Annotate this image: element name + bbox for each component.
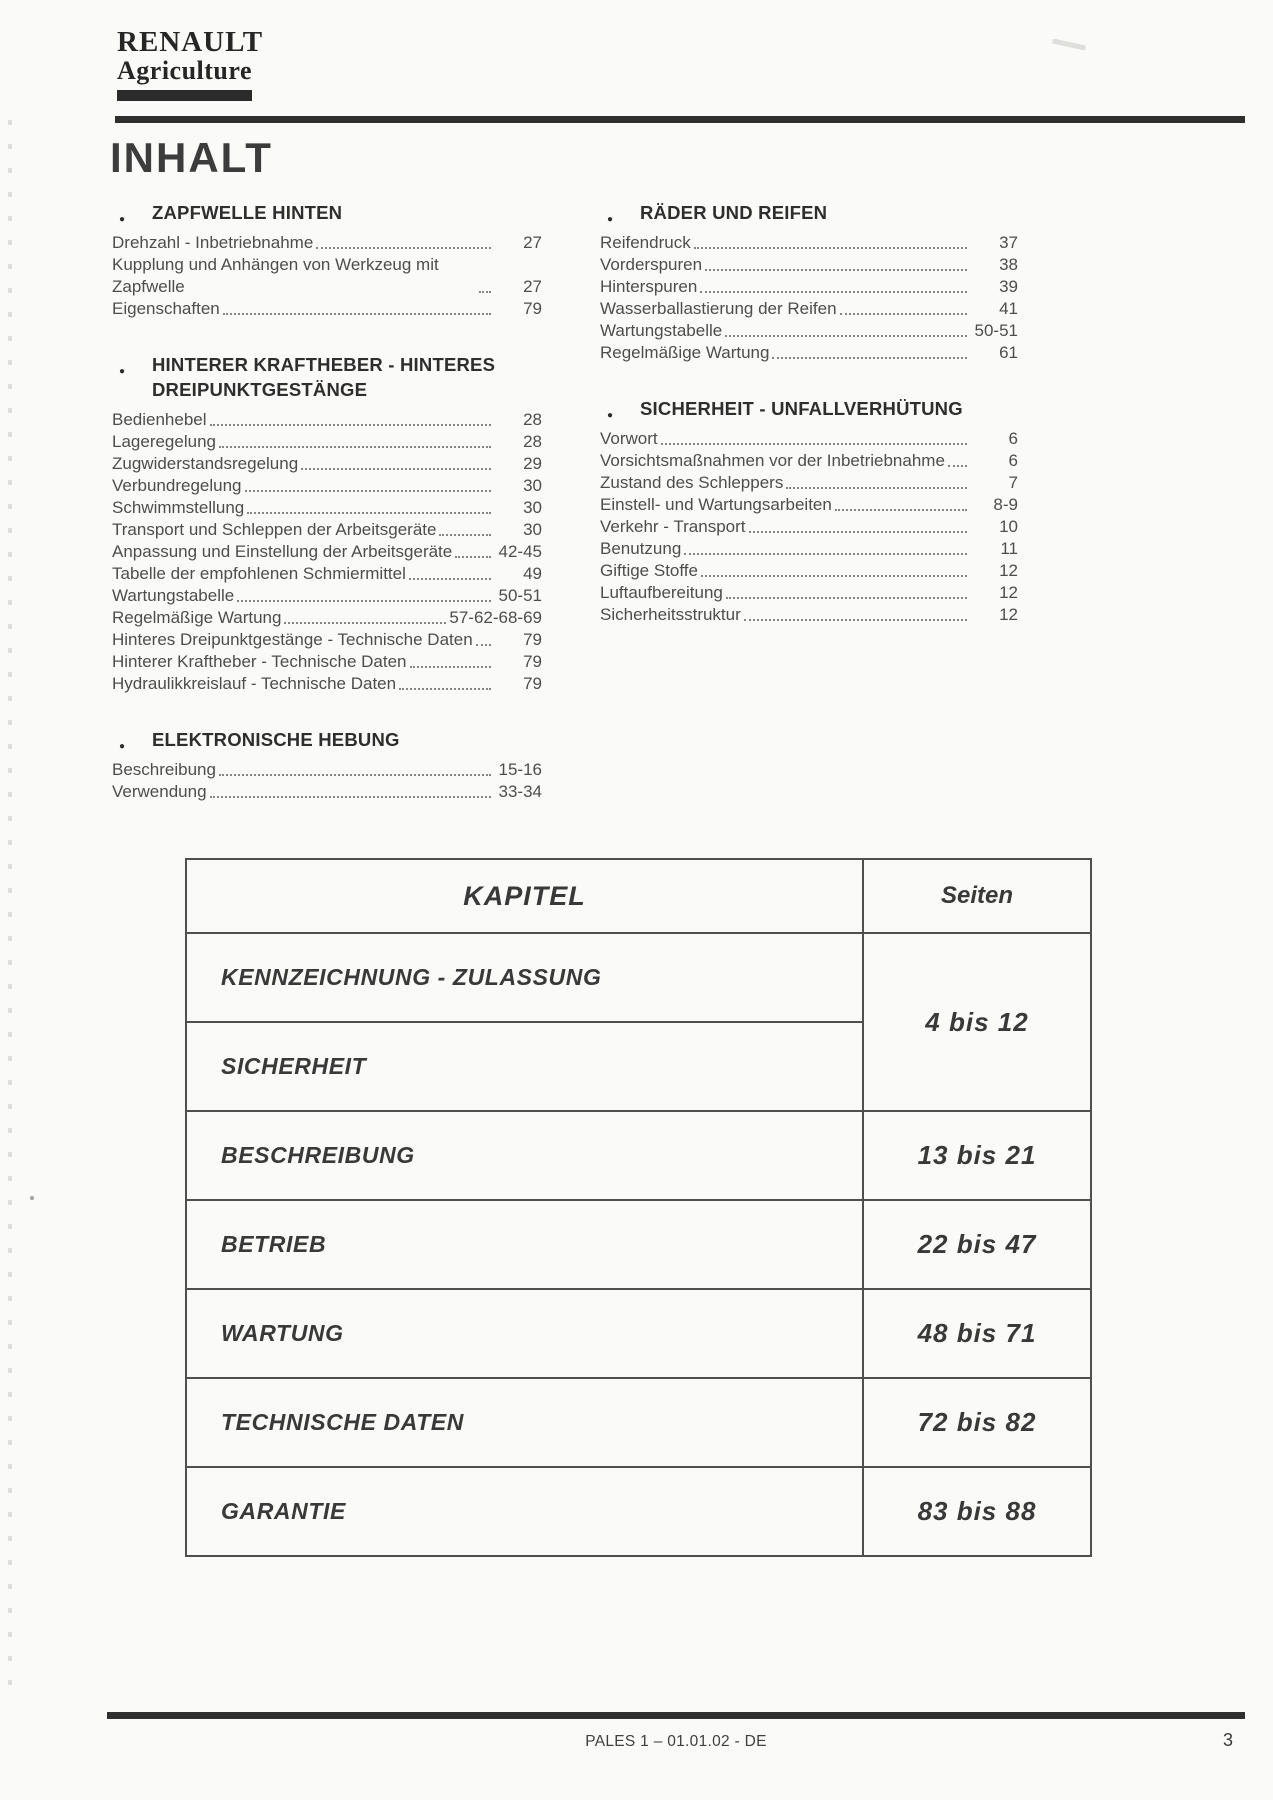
dot-leader (725, 335, 967, 337)
toc-entry-label: Hinteres Dreipunktgestänge - Technische Daten (112, 630, 473, 649)
toc-entry-page: 7 (1008, 473, 1018, 492)
toc-entry (112, 585, 542, 607)
toc-entry-label: Anpassung und Einstellung der Arbeitsgeräte (112, 542, 453, 561)
toc-entry (112, 541, 542, 563)
toc-entry-label: Hinterspuren (600, 277, 698, 296)
toc-entry-label: Beschreibung (112, 760, 216, 779)
toc-entry-page: 79 (523, 652, 542, 671)
toc-entry-label: Sicherheitsstruktur (600, 605, 741, 624)
toc-section-heading (600, 396, 1018, 421)
table-row (186, 1378, 1091, 1467)
scan-artifact (30, 1196, 34, 1200)
toc-entry (112, 759, 542, 781)
toc-entry (600, 494, 1018, 516)
toc-entry-page: 30 (523, 476, 542, 495)
dot-leader (219, 774, 491, 776)
column-header-seiten: Seiten (863, 859, 1091, 933)
toc-entry (600, 516, 1018, 538)
toc-entry-label: Schwimmstellung (112, 498, 245, 517)
toc-entry (112, 629, 542, 651)
column-header-kapitel: KAPITEL (186, 859, 863, 933)
toc-entry (112, 519, 542, 541)
dot-leader (701, 575, 967, 577)
toc-entry-page: 49 (523, 564, 542, 583)
toc-entry-page: 50-51 (498, 586, 542, 605)
page-title: INHALT (110, 134, 273, 181)
toc-entry (600, 604, 1018, 626)
table-row (186, 1289, 1091, 1378)
dot-leader (316, 247, 491, 249)
table-row (186, 1467, 1091, 1556)
dot-leader (399, 688, 491, 690)
chapter-table (185, 858, 1092, 1557)
pages-cell: 48 bis 71 (863, 1289, 1091, 1378)
toc-section-title: SICHERHEIT - UNFALLVERHÜTUNG (640, 398, 963, 419)
dot-leader (284, 622, 446, 624)
toc-entry-label: Regelmäßige Wartung (112, 608, 282, 627)
table-of-contents (112, 200, 1072, 835)
page-number: 3 (1222, 1730, 1233, 1750)
toc-entry (112, 431, 542, 453)
bullet-icon: ● (119, 366, 126, 377)
dot-leader (786, 487, 967, 489)
toc-entry (112, 673, 542, 695)
toc-entry-page: 30 (523, 520, 542, 539)
pages-cell: 4 bis 12 (863, 933, 1091, 1111)
toc-entry-page: 27 (523, 277, 542, 296)
toc-column-left (112, 200, 542, 835)
bullet-icon: ● (607, 410, 614, 421)
toc-entry-page: 12 (999, 561, 1018, 580)
table-header-row (186, 859, 1091, 933)
toc-entry-page: 57-62-68-69 (449, 608, 542, 627)
toc-entry-page: 11 (1000, 539, 1018, 558)
toc-section (112, 352, 542, 695)
dot-leader (237, 600, 491, 602)
footer-reference: PALES 1 – 01.01.02 - DE (585, 1733, 767, 1750)
toc-entry (600, 342, 1018, 364)
toc-entry-label: Verbundregelung (112, 476, 242, 495)
toc-entry-label: Benutzung (600, 539, 682, 558)
scan-artifact (1052, 39, 1086, 51)
toc-entry-page: 28 (523, 410, 542, 429)
toc-section (600, 396, 1018, 626)
dot-leader (410, 666, 491, 668)
scan-artifact (8, 120, 12, 1700)
toc-entry-page: 30 (523, 498, 542, 517)
toc-entry-label: Luftaufbereitung (600, 583, 723, 602)
toc-entry-label: Verwendung (112, 782, 207, 801)
dot-leader (835, 509, 967, 511)
toc-entry-page: 50-51 (974, 321, 1018, 340)
toc-entry-label: Einstell- und Wartungsarbeiten (600, 495, 832, 514)
toc-entry (600, 472, 1018, 494)
toc-entry-label: Lageregelung (112, 432, 216, 451)
toc-section-heading (112, 352, 542, 402)
toc-entry-page: 42-45 (498, 542, 542, 561)
toc-section (112, 200, 542, 320)
chapter-cell: KENNZEICHNUNG - ZULASSUNG (186, 933, 863, 1022)
dot-leader (726, 597, 967, 599)
toc-entry (112, 232, 542, 254)
toc-entry-page: 15-16 (498, 760, 542, 779)
toc-entry (112, 607, 542, 629)
brand-underline (117, 90, 252, 101)
dot-leader (684, 553, 967, 555)
toc-entry (600, 450, 1018, 472)
toc-entry (600, 428, 1018, 450)
dot-leader (700, 291, 967, 293)
dot-leader (455, 556, 491, 558)
header-rule (115, 116, 1245, 123)
toc-entry-page: 37 (999, 233, 1018, 252)
toc-entry (112, 298, 542, 320)
toc-entry-label: Tabelle der empfohlenen Schmiermittel (112, 564, 406, 583)
toc-entry-label: Zugwiderstandsregelung (112, 454, 299, 473)
dot-leader (479, 291, 491, 293)
toc-entry-page: 61 (999, 343, 1018, 362)
toc-entry-label: Vorderspuren (600, 255, 703, 274)
toc-entry-label: Wasserballastierung der Reifen (600, 299, 837, 318)
toc-entry-page: 29 (523, 454, 542, 473)
footer-rule (107, 1712, 1245, 1719)
dot-leader (210, 424, 491, 426)
toc-entry-label: Transport und Schleppen der Arbeitsgeräte (112, 520, 437, 539)
toc-section (112, 727, 542, 803)
dot-leader (840, 313, 967, 315)
toc-entry (600, 276, 1018, 298)
dot-leader (247, 512, 491, 514)
dot-leader (476, 644, 491, 646)
toc-entry-label: Zustand des Schleppers (600, 473, 784, 492)
dot-leader (749, 531, 967, 533)
toc-entry-label: Bedienhebel (112, 410, 207, 429)
toc-entry-label: Regelmäßige Wartung (600, 343, 770, 362)
toc-section-heading (112, 727, 542, 752)
toc-entry (112, 254, 542, 298)
footer (107, 1730, 1245, 1756)
toc-entry-label: Wartungstabelle (112, 586, 235, 605)
toc-entry-label: Hydraulikkreislauf - Technische Daten (112, 674, 397, 693)
toc-entry-label: Verkehr - Transport (600, 517, 746, 536)
toc-entry-page: 12 (999, 605, 1018, 624)
toc-entry-label: Wartungstabelle (600, 321, 723, 340)
pages-cell: 83 bis 88 (863, 1467, 1091, 1556)
bullet-icon: ● (607, 214, 614, 225)
toc-entry-page: 79 (523, 299, 542, 318)
toc-column-right (600, 200, 1018, 835)
toc-entry-label: Hinterer Kraftheber - Technische Daten (112, 652, 407, 671)
toc-entry-page: 12 (999, 583, 1018, 602)
toc-section-heading (112, 200, 542, 225)
toc-entry-page: 27 (523, 233, 542, 252)
brand-name: RENAULT (117, 26, 264, 58)
toc-entry (600, 560, 1018, 582)
toc-entry (112, 651, 542, 673)
dot-leader (219, 446, 491, 448)
chapter-cell: BETRIEB (186, 1200, 863, 1289)
toc-entry (600, 232, 1018, 254)
dot-leader (210, 796, 491, 798)
toc-entry (600, 254, 1018, 276)
toc-entry (600, 320, 1018, 342)
dot-leader (772, 357, 967, 359)
toc-entry (600, 538, 1018, 560)
chapter-cell: BESCHREIBUNG (186, 1111, 863, 1200)
toc-entry-label: Giftige Stoffe (600, 561, 698, 580)
toc-entry-page: 6 (1008, 429, 1018, 448)
table-row (186, 933, 1091, 1022)
pages-cell: 13 bis 21 (863, 1111, 1091, 1200)
chapter-cell: TECHNISCHE DATEN (186, 1378, 863, 1467)
toc-section-heading (600, 200, 1018, 225)
table-row (186, 1111, 1091, 1200)
toc-entry-page: 28 (523, 432, 542, 451)
dot-leader (705, 269, 967, 271)
toc-entry-page: 41 (999, 299, 1018, 318)
dot-leader (223, 313, 491, 315)
chapter-cell: WARTUNG (186, 1289, 863, 1378)
toc-entry-label: Reifendruck (600, 233, 691, 252)
table-row (186, 1200, 1091, 1289)
toc-section-title: RÄDER UND REIFEN (640, 202, 828, 223)
toc-entry-label: Vorsichtsmaßnahmen vor der Inbetriebnahme (600, 451, 945, 470)
toc-entry (112, 475, 542, 497)
dot-leader (661, 443, 967, 445)
toc-section-title: HINTERER KRAFTHEBER - HINTERES DREIPUNKTGESTÄNGE (152, 354, 496, 400)
toc-entry (112, 497, 542, 519)
toc-entry-page: 10 (999, 517, 1018, 536)
toc-entry (112, 781, 542, 803)
dot-leader (948, 465, 967, 467)
bullet-icon: ● (119, 741, 126, 752)
toc-entry-label: Drehzahl - Inbetriebnahme (112, 233, 314, 252)
dot-leader (744, 619, 967, 621)
toc-entry-label: Eigenschaften (112, 299, 220, 318)
toc-entry-page: 8-9 (993, 495, 1018, 514)
brand-division: Agriculture (117, 56, 252, 85)
bullet-icon: ● (119, 214, 126, 225)
toc-section-title: ZAPFWELLE HINTEN (152, 202, 343, 223)
dot-leader (245, 490, 491, 492)
toc-section (600, 200, 1018, 364)
toc-entry (600, 298, 1018, 320)
dot-leader (409, 578, 491, 580)
toc-entry-page: 38 (999, 255, 1018, 274)
toc-entry-page: 39 (999, 277, 1018, 296)
dot-leader (301, 468, 491, 470)
toc-entry-page: 79 (523, 630, 542, 649)
dot-leader (694, 247, 967, 249)
toc-entry-label: Vorwort (600, 429, 658, 448)
dot-leader (439, 534, 491, 536)
chapter-cell: SICHERHEIT (186, 1022, 863, 1111)
toc-section-title: ELEKTRONISCHE HEBUNG (152, 729, 400, 750)
toc-entry-page: 33-34 (498, 782, 542, 801)
toc-entry (112, 409, 542, 431)
pages-cell: 72 bis 82 (863, 1378, 1091, 1467)
toc-entry-page: 6 (1008, 451, 1018, 470)
brand-logo (117, 28, 263, 101)
toc-entry (112, 453, 542, 475)
toc-entry (112, 563, 542, 585)
pages-cell: 22 bis 47 (863, 1200, 1091, 1289)
toc-entry-page: 79 (523, 674, 542, 693)
toc-entry (600, 582, 1018, 604)
toc-entry-label: Kupplung und Anhängen von Werkzeug mit Zapfwelle (112, 255, 439, 296)
chapter-cell: GARANTIE (186, 1467, 863, 1556)
